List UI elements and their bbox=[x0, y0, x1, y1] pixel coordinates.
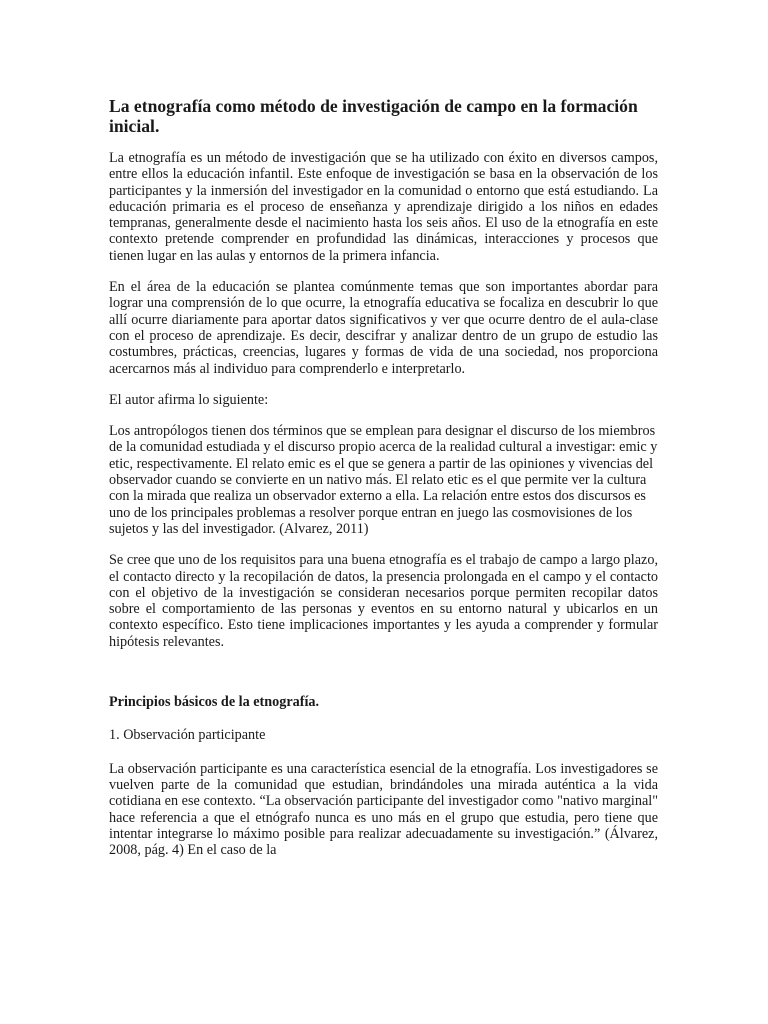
paragraph-quote: Los antropólogos tienen dos términos que se emplean para designar el discurso de los miembros de la comunidad estudiada y el discurso propio acerca de la realidad cultural a investigar: emic y etic, respectivamente. El relato emic es el que se genera a partir de las opiniones y vivencias del observador cuando se convierte en un nativo más. El relato etic es el que permite ver la cultura con la mirada que realiza un observador externo a ella. La relación entre estos dos discursos es uno de los principales problemas a resolver porque entran en juego las cosmovisiones de los sujetos y las del investigador. (Alvarez, 2011) bbox=[109, 423, 658, 537]
paragraph-author-statement: El autor afirma lo siguiente: bbox=[109, 391, 269, 408]
document-page bbox=[109, 96, 658, 873]
subsection-title: 1. Observación participante bbox=[109, 727, 266, 744]
section-title: Principios básicos de la etnografía. bbox=[109, 694, 320, 711]
paragraph-intro: La etnografía es un método de investigación que se ha utilizado con éxito en diversos campos, entre ellos la educación infantil. Este enfoque de investigación se basa en la observación de los participantes y la inmersión del investigador en la comunidad o entorno que está estudiando. La educación primaria es el proceso de enseñanza y aprendizaje dirigido a los niños en edades tempranas, generalmente desde el nacimiento hasta los seis años. El uso de la etnografía en este contexto pretende comprender en profundidad las dinámicas, interacciones y procesos que tienen lugar en las aulas y entornos de la primera infancia. bbox=[109, 150, 658, 264]
section-spacer bbox=[109, 665, 658, 694]
paragraph-participant-observation: La observación participante es una característica esencial de la etnografía. Los investigadores se vuelven parte de la comunidad que estudian, brindándoles una mirada auténtica a la vida cotidiana en ese contexto. “La observación participante del investigador como "nativo marginal" hace referencia a que el etnógrafo nunca es uno más en el grupo que estudia, pero tiene que intentar integrarse lo máximo posible para realizar adecuadamente su investigación.” (Álvarez, 2008, pág. 4) En el caso de la bbox=[109, 760, 658, 859]
paragraph-education-area: En el área de la educación se plantea comúnmente temas que son importantes abordar para lograr una comprensión de lo que ocurre, la etnografía educativa se focaliza en descubrir lo que allí ocurre diariamente para aportar datos significativos y ver que ocurre dentro de el aula-clase con el proceso de aprendizaje. Es decir, descifrar y analizar dentro de un grupo de estudio las costumbres, prácticas, creencias, lugares y formas de vida de una sociedad, nos proporciona acercarnos más al individuo para comprenderlo e interpretarlo. bbox=[109, 279, 658, 377]
document-title: La etnografía como método de investigación de campo en la formación inicial. bbox=[109, 96, 638, 136]
paragraph-fieldwork: Se cree que uno de los requisitos para una buena etnografía es el trabajo de campo a largo plazo, el contacto directo y la recopilación de datos, la presencia prolongada en el campo y el contacto con el objetivo de la investigación se consideran necesarios porque permiten recopilar datos sobre el comportamiento de las personas y eventos en su entorno natural y ubicarlos en un contexto específico. Esto tiene implicaciones importantes y les ayuda a comprender y formular hipótesis relevantes. bbox=[109, 552, 658, 650]
